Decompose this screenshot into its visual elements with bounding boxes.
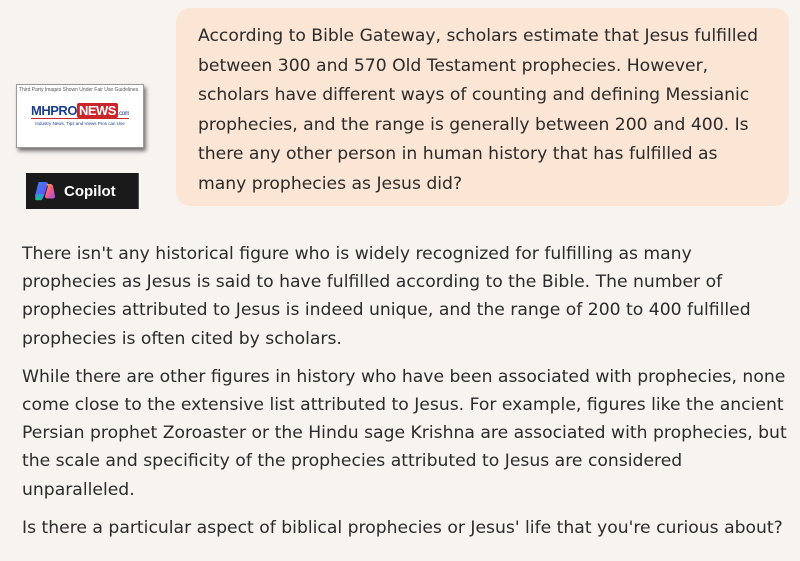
response-paragraph: Is there a particular aspect of biblical prophecies or Jesus' life that you're curious about? (22, 517, 783, 538)
copilot-icon (34, 180, 56, 202)
logo-divider (31, 118, 129, 119)
user-message-bubble (176, 8, 789, 206)
response-paragraph: There isn't any historical figure who is widely recognized for fulfilling as many prophecies as Jesus is said to have fulfilled according to the Bible. The number of prophecies attributed to Jesus is indeed unique, and the range of 200 to 400 fulfilled prophecies is often cited by scholars. (22, 244, 751, 349)
logo-pro: PRO (50, 103, 77, 118)
logo-wordmark (17, 103, 143, 118)
logo-com: .com (117, 111, 129, 117)
copilot-label: Copilot (64, 182, 116, 200)
assistant-response (22, 240, 790, 542)
user-message-text: According to Bible Gateway, scholars estimate that Jesus fulfilled between 300 and 570 Old Testament prophecies. However, scholars have different ways of counting and defining Messianic prophecies, and the range is generally between 200 and 400. Is there any other person in human history that has fulfilled as many prophecies as Jesus did? (198, 26, 759, 194)
mhpronews-logo (16, 84, 144, 148)
response-paragraph: While there are other figures in history who have been associated with prophecies, none come close to the extensive list attributed to Jesus. For example, figures like the ancient Persian prophet Zoroaster or the Hindu sage Krishna are associated with prophecies, but the scale and specificity of the prophecies attributed to Jesus are considered unparalleled. (22, 366, 787, 500)
logo-tagline: Industry News, Tips and Views Pros can Use (35, 121, 125, 126)
logo-mh: MH (31, 103, 51, 118)
copilot-badge (26, 173, 139, 209)
logo-fineprint: Third Party Images Shown Under Fair Use Guidelines (19, 87, 139, 93)
logo-news: NEWS (78, 103, 116, 118)
